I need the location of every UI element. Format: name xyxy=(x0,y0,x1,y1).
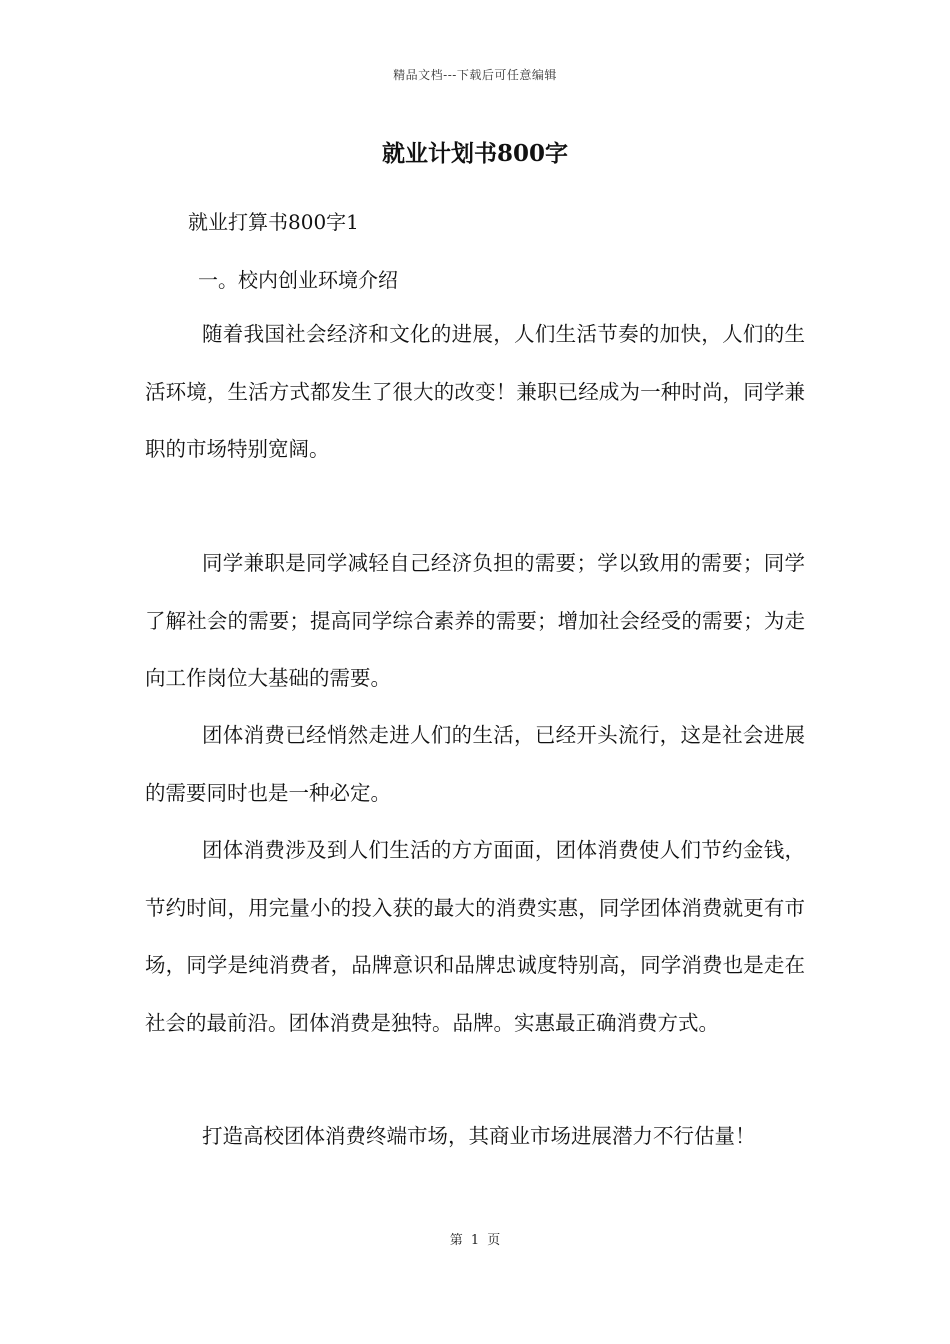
paragraph: 同学兼职是同学减轻自己经济负担的需要；学以致用的需要；同学了解社会的需要；提高同学综合素养的需要；增加社会经受的需要；为走向工作岗位大基础的需要。 xyxy=(145,551,805,690)
page-header: 精品文档---下载后可任意编辑 xyxy=(393,68,557,82)
page-number: 第 1 页 xyxy=(449,1233,501,1248)
section-heading: 一。校内创业环境介绍 xyxy=(198,268,398,292)
paragraph: 团体消费已经悄然走进人们的生活，已经开头流行，这是社会进展的需要同时也是一种必定。 xyxy=(145,723,805,805)
document-title: 就业计划书800字 xyxy=(381,140,568,167)
paragraph: 打造高校团体消费终端市场，其商业市场进展潜力不行估量！ xyxy=(202,1124,756,1148)
paragraph: 团体消费涉及到人们生活的方方面面，团体消费使人们节约金钱，节约时间，用完量小的投入获的最大的消费实惠，同学团体消费就更有市场，同学是纯消费者，品牌意识和品牌忠诚度特别高，同学消费也是走在社会的最前沿。团体消费是独特。品牌。实惠最正确消费方式。 xyxy=(145,838,805,1035)
document-subtitle: 就业打算书800字1 xyxy=(188,210,359,234)
paragraph: 随着我国社会经济和文化的进展，人们生活节奏的加快，人们的生活环境，生活方式都发生了很大的改变！兼职已经成为一种时尚，同学兼职的市场特别宽阔。 xyxy=(145,322,805,461)
